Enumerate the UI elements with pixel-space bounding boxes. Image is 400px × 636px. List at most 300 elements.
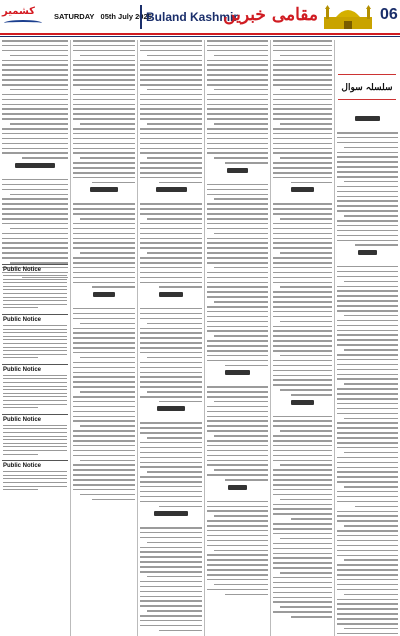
text-line (73, 40, 135, 42)
text-line (140, 367, 202, 369)
text-line (73, 257, 135, 259)
text-line (337, 191, 398, 193)
text-line (337, 210, 398, 212)
text-line (280, 355, 332, 357)
notice-text-line (3, 279, 67, 280)
section-banner (206, 2, 376, 32)
notice-text-line (3, 343, 67, 344)
text-line (73, 372, 135, 374)
text-line (73, 337, 135, 339)
text-line (273, 242, 332, 244)
text-line (80, 494, 135, 496)
text-line (273, 330, 332, 332)
text-line (273, 562, 332, 564)
text-line (280, 157, 332, 159)
text-line (80, 218, 135, 220)
article-headline-block (273, 187, 332, 199)
text-line (337, 589, 398, 591)
text-line (140, 247, 202, 249)
text-line (337, 476, 398, 478)
text-line (2, 203, 68, 205)
text-line (207, 530, 268, 532)
text-line (147, 123, 202, 125)
text-line (337, 166, 398, 168)
text-line (207, 213, 268, 215)
text-line (337, 540, 398, 542)
brand-name: Buland Kashmir (146, 10, 239, 24)
text-line (73, 406, 135, 408)
text-line (337, 447, 398, 449)
text-line (207, 238, 268, 240)
text-line (73, 162, 135, 164)
text-line (273, 435, 332, 437)
text-line (140, 104, 202, 106)
notice-text-line (3, 357, 38, 358)
text-line (207, 79, 268, 81)
text-line (92, 499, 135, 501)
text-line (147, 576, 202, 578)
text-line (73, 203, 135, 205)
notice-text-line (3, 354, 67, 355)
text-line (73, 416, 135, 418)
text-line (73, 474, 135, 476)
notice-text-line (3, 304, 67, 305)
text-line (73, 479, 135, 481)
text-line (2, 238, 68, 240)
text-line (73, 386, 135, 388)
text-line (140, 432, 202, 434)
text-line (337, 330, 398, 332)
text-line (140, 596, 202, 598)
text-line (73, 282, 135, 284)
text-line (207, 50, 268, 52)
text-line (225, 365, 268, 367)
text-line (273, 272, 332, 274)
text-line (2, 138, 68, 140)
text-line (92, 182, 135, 184)
text-line (273, 523, 332, 525)
text-line (337, 300, 398, 302)
text-line (207, 330, 268, 332)
day-label: SATURDAY (54, 12, 95, 21)
text-line (337, 471, 398, 473)
text-line (147, 323, 202, 325)
text-line (280, 55, 332, 57)
text-line (73, 347, 135, 349)
text-line (207, 74, 268, 76)
text-line (337, 432, 398, 434)
text-line (159, 506, 202, 508)
text-line (280, 218, 332, 220)
text-line (207, 460, 268, 462)
text-line (140, 162, 202, 164)
text-line (337, 378, 398, 380)
text-line (140, 118, 202, 120)
text-line (73, 242, 135, 244)
text-line (337, 535, 398, 537)
text-line (337, 186, 398, 188)
text-line (280, 123, 332, 125)
text-line (2, 152, 68, 154)
text-line (344, 349, 398, 351)
text-line (73, 267, 135, 269)
article-headline-block (140, 511, 202, 523)
text-line (291, 394, 332, 396)
text-line (273, 479, 332, 481)
text-line (140, 547, 202, 549)
text-line (207, 262, 268, 264)
text-line (337, 354, 398, 356)
text-line (337, 286, 398, 288)
newspaper-logo (2, 4, 44, 30)
article-headline-block (140, 187, 202, 199)
text-line (207, 218, 268, 220)
text-line (140, 347, 202, 349)
text-line (273, 282, 332, 284)
text-line (207, 326, 268, 328)
text-line (147, 437, 202, 439)
text-line (273, 60, 332, 62)
text-line (214, 584, 268, 586)
text-line (337, 515, 398, 517)
text-line (140, 133, 202, 135)
text-line (140, 40, 202, 42)
text-line (147, 252, 202, 254)
text-line (207, 564, 268, 566)
text-line (140, 586, 202, 588)
text-line (280, 89, 332, 91)
text-line (273, 64, 332, 66)
text-line (207, 411, 268, 413)
text-line (337, 235, 398, 237)
notice-text-line (3, 297, 67, 298)
text-line (337, 132, 398, 134)
text-line (140, 113, 202, 115)
text-line (337, 618, 398, 620)
text-line (140, 242, 202, 244)
text-line (140, 362, 202, 364)
text-line (207, 386, 268, 388)
text-line (147, 89, 202, 91)
text-line (207, 464, 268, 466)
text-line (2, 104, 68, 106)
text-line (140, 452, 202, 454)
text-line (140, 481, 202, 483)
text-line (207, 143, 268, 145)
column-2 (73, 40, 135, 636)
text-line (73, 128, 135, 130)
date-label: 05th July 2025 (100, 12, 152, 21)
text-line (214, 89, 268, 91)
text-line (80, 252, 135, 254)
text-line (73, 94, 135, 96)
text-line (140, 257, 202, 259)
text-line (337, 608, 398, 610)
text-line (207, 247, 268, 249)
notice-text-line (3, 404, 67, 405)
text-line (207, 345, 268, 347)
text-line (80, 55, 135, 57)
text-line (73, 272, 135, 274)
text-line (207, 574, 268, 576)
text-line (140, 277, 202, 279)
text-line (2, 247, 68, 249)
text-line (207, 133, 268, 135)
text-line (207, 194, 268, 196)
text-line (337, 413, 398, 415)
text-line (73, 484, 135, 486)
column-divider (137, 40, 138, 636)
text-line (10, 89, 68, 91)
text-line (273, 469, 332, 471)
text-line (337, 408, 398, 410)
text-line (273, 118, 332, 120)
text-line (207, 425, 268, 427)
text-line (280, 430, 332, 432)
text-line (273, 375, 332, 377)
text-line (140, 422, 202, 424)
column-4 (207, 40, 268, 636)
text-line (273, 533, 332, 535)
text-line (207, 189, 268, 191)
notice-text-line (3, 350, 67, 351)
text-line (273, 203, 332, 205)
text-line (73, 64, 135, 66)
text-line (273, 416, 332, 418)
text-line (337, 462, 398, 464)
text-line (140, 94, 202, 96)
text-line (344, 594, 398, 596)
text-line (225, 479, 268, 481)
text-line (344, 281, 398, 283)
text-line (225, 162, 268, 164)
text-line (207, 440, 268, 442)
column-divider (334, 40, 335, 636)
text-line (2, 108, 68, 110)
text-line (280, 572, 332, 574)
text-line (140, 213, 202, 215)
text-line (2, 128, 68, 130)
text-line (147, 471, 202, 473)
text-line (2, 118, 68, 120)
notice-title: Public Notice (3, 463, 42, 470)
text-line (73, 435, 135, 437)
text-line (273, 543, 332, 545)
text-line (344, 181, 398, 183)
text-line (207, 501, 268, 503)
text-line (73, 172, 135, 174)
text-line (337, 220, 398, 222)
text-line (207, 228, 268, 230)
text-line (140, 537, 202, 539)
text-line (337, 196, 398, 198)
text-line (337, 603, 398, 605)
page-number: 06 (380, 6, 398, 23)
text-line (214, 435, 268, 437)
notice-text-line (3, 439, 67, 440)
text-line (337, 161, 398, 163)
text-line (140, 177, 202, 179)
text-line (73, 262, 135, 264)
notice-text-line (3, 446, 67, 447)
text-line (159, 182, 202, 184)
text-line (140, 486, 202, 488)
notice-text-line (3, 347, 67, 348)
text-line (337, 310, 398, 312)
public-notices (2, 264, 68, 496)
text-line (73, 223, 135, 225)
text-line (140, 376, 202, 378)
text-line (337, 574, 398, 576)
text-line (2, 198, 68, 200)
text-line (273, 167, 332, 169)
text-line (147, 610, 202, 612)
text-line (273, 345, 332, 347)
article-headline-block (337, 250, 398, 262)
text-line (207, 108, 268, 110)
text-line (207, 540, 268, 542)
text-line (207, 296, 268, 298)
text-line (140, 233, 202, 235)
text-line (273, 460, 332, 462)
text-line (140, 372, 202, 374)
text-line (337, 152, 398, 154)
text-line (337, 305, 398, 307)
notice-text-line (3, 336, 67, 337)
text-line (337, 364, 398, 366)
notice-text-line (3, 307, 38, 308)
text-line (337, 200, 398, 202)
text-line (214, 267, 268, 269)
text-line (337, 339, 398, 341)
text-line (140, 167, 202, 169)
text-line (280, 606, 332, 608)
text-line (273, 370, 332, 372)
text-line (214, 335, 268, 337)
text-line (344, 628, 398, 630)
article-text (2, 40, 68, 278)
text-line (10, 228, 68, 230)
text-line (207, 559, 268, 561)
text-line (344, 559, 398, 561)
text-line (207, 445, 268, 447)
text-line (2, 45, 68, 47)
text-line (73, 118, 135, 120)
text-line (73, 228, 135, 230)
text-line (337, 530, 398, 532)
notice-title: Public Notice (3, 316, 42, 323)
text-line (337, 393, 398, 395)
text-line (140, 381, 202, 383)
text-line (140, 571, 202, 573)
masthead-rule-red (0, 33, 400, 35)
text-line (273, 257, 332, 259)
masthead (0, 0, 400, 36)
masthead-rule-blue (0, 36, 400, 37)
text-line (140, 581, 202, 583)
text-line (273, 489, 332, 491)
text-line (337, 334, 398, 336)
text-line (140, 128, 202, 130)
column-divider (70, 40, 71, 636)
text-line (2, 179, 68, 181)
column-divider (270, 40, 271, 636)
text-line (140, 491, 202, 493)
text-line (207, 148, 268, 150)
text-line (73, 74, 135, 76)
text-line (207, 64, 268, 66)
text-line (273, 108, 332, 110)
article-text (207, 40, 268, 595)
text-line (355, 506, 398, 508)
text-line (207, 340, 268, 342)
text-line (337, 403, 398, 405)
notice-text-line (3, 432, 67, 433)
notice-text-line (3, 293, 67, 294)
text-line (140, 332, 202, 334)
text-line (73, 45, 135, 47)
text-line (337, 457, 398, 459)
text-line (207, 128, 268, 130)
text-line (73, 308, 135, 310)
text-line (337, 325, 398, 327)
text-line (344, 383, 398, 385)
text-line (273, 557, 332, 559)
text-line (273, 213, 332, 215)
text-line (147, 357, 202, 359)
text-line (280, 321, 332, 323)
text-line (337, 613, 398, 615)
text-line (337, 290, 398, 292)
article-headline-block (273, 400, 332, 412)
text-line (73, 367, 135, 369)
text-line (273, 326, 332, 328)
text-line (273, 548, 332, 550)
text-line (273, 104, 332, 106)
text-line (140, 527, 202, 529)
text-line (273, 172, 332, 174)
text-line (273, 445, 332, 447)
text-line (140, 625, 202, 627)
text-line (207, 554, 268, 556)
text-line (337, 481, 398, 483)
text-line (80, 425, 135, 427)
text-line (207, 45, 268, 47)
text-line (80, 357, 135, 359)
text-line (207, 350, 268, 352)
text-line (273, 553, 332, 555)
text-line (140, 352, 202, 354)
text-line (273, 94, 332, 96)
text-line (140, 64, 202, 66)
article-headline-block (207, 485, 268, 497)
text-line (2, 189, 68, 191)
text-line (73, 108, 135, 110)
text-line (73, 177, 135, 179)
text-line (73, 381, 135, 383)
text-line (73, 79, 135, 81)
notice-text-line (3, 282, 67, 283)
text-line (73, 133, 135, 135)
text-line (273, 306, 332, 308)
text-line (2, 99, 68, 101)
text-line (92, 286, 135, 288)
text-line (73, 450, 135, 452)
text-line (273, 148, 332, 150)
text-line (140, 84, 202, 86)
text-line (140, 108, 202, 110)
article-headline-block (337, 116, 398, 128)
